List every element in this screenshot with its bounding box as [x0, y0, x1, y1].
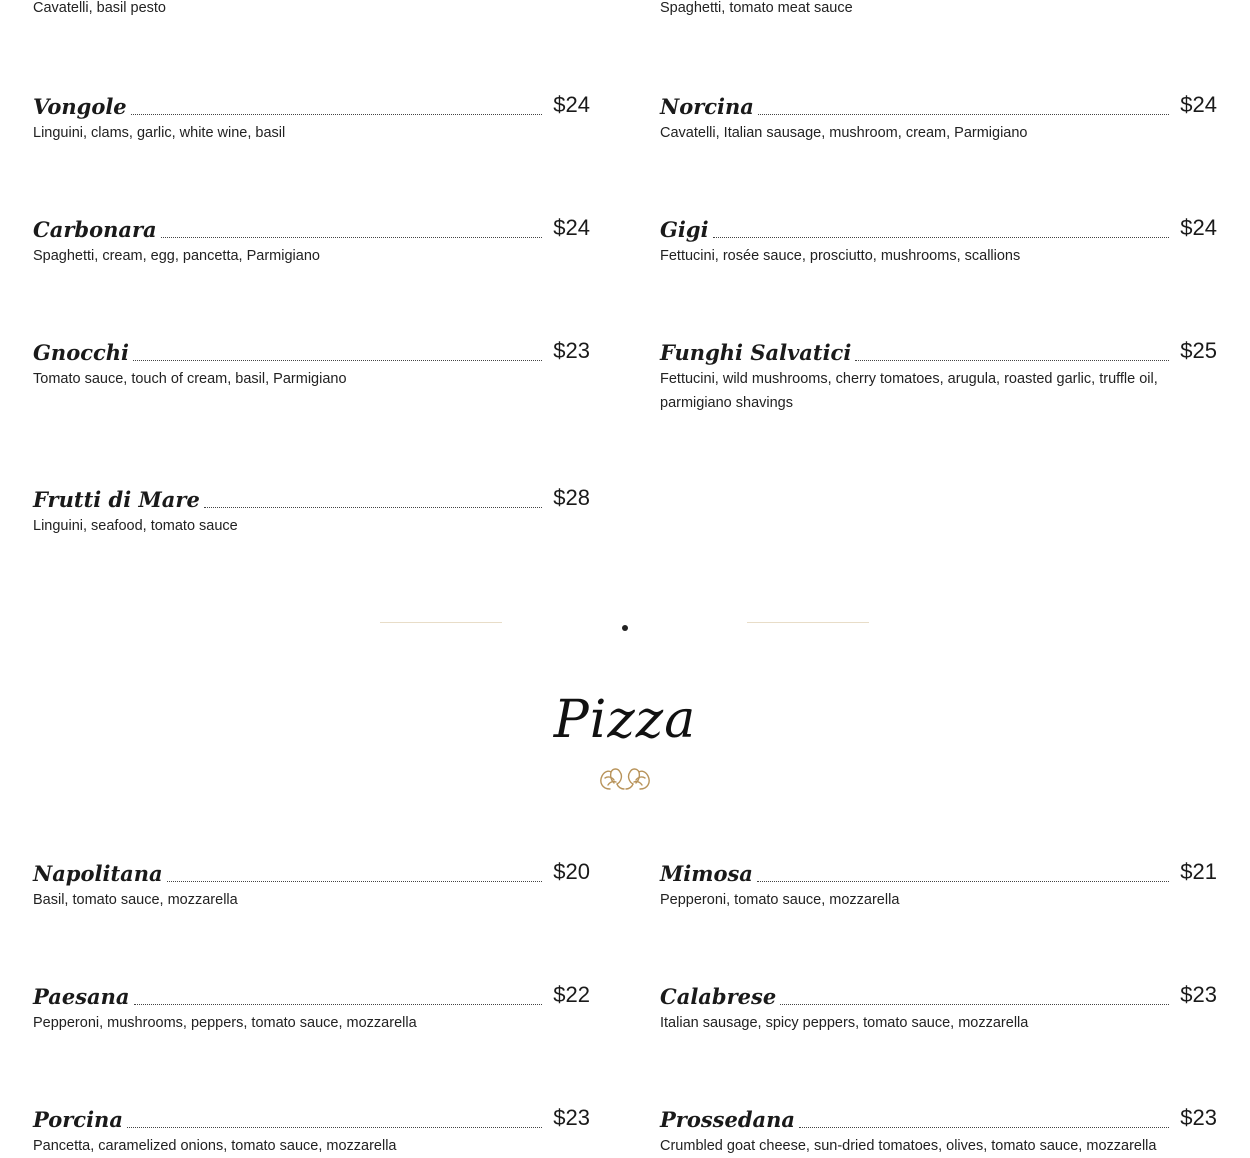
menu-item-description: Crumbled goat cheese, sun-dried tomatoes, olives, tomato sauce, mozzarella — [660, 1138, 1157, 1154]
menu-item-description: Pancetta, caramelized onions, tomato sauce, mozzarella — [33, 1138, 397, 1154]
menu-item-name: Porcina — [33, 1107, 123, 1132]
menu-item-price: $23 — [1180, 982, 1217, 1007]
menu-item-price: $20 — [553, 859, 590, 884]
menu-item-description: Pepperoni, mushrooms, peppers, tomato sauce, mozzarella — [33, 1015, 417, 1031]
dotted-leader — [134, 1004, 543, 1005]
menu-item-description: Spaghetti, cream, egg, pancetta, Parmigiano — [33, 248, 320, 264]
dotted-leader — [167, 881, 543, 882]
menu-item-vongole — [33, 86, 590, 145]
menu-item-prossedana — [660, 1099, 1217, 1158]
dotted-leader — [127, 1127, 542, 1128]
section-title-pizza: Pizza — [553, 690, 697, 750]
menu-item-description: Cavatelli, basil pesto — [33, 0, 166, 16]
menu-item-price: $24 — [1180, 92, 1217, 117]
divider-line-left — [380, 622, 502, 623]
divider-line-right — [747, 622, 869, 623]
menu-item-description: Spaghetti, tomato meat sauce — [660, 0, 853, 16]
menu-item-price: $24 — [1180, 215, 1217, 240]
menu-item-calabrese — [660, 976, 1217, 1035]
dotted-leader — [780, 1004, 1169, 1005]
menu-item-price: $28 — [553, 485, 590, 510]
dotted-leader — [161, 237, 543, 238]
menu-item-name: Paesana — [33, 984, 130, 1009]
menu-item-frutti-di-mare — [33, 479, 590, 538]
menu-item-description: Tomato sauce, touch of cream, basil, Parmigiano — [33, 371, 347, 387]
menu-item-gnocchi — [33, 332, 590, 391]
flower-ornament-icon — [596, 764, 654, 794]
dotted-leader — [799, 1127, 1169, 1128]
menu-item-price: $25 — [1180, 338, 1217, 363]
menu-item-price: $23 — [1180, 1105, 1217, 1130]
menu-item-name: Funghi Salvatici — [660, 340, 852, 365]
menu-item-price: $21 — [1180, 859, 1217, 884]
dotted-leader — [855, 360, 1169, 361]
menu-item-name: Prossedana — [660, 1107, 796, 1132]
menu-item-name: Gnocchi — [33, 340, 130, 365]
menu-item-funghi-salvatici — [660, 332, 1217, 415]
divider-dot — [622, 625, 628, 631]
menu-item-description: Cavatelli, Italian sausage, mushroom, cream, Parmigiano — [660, 125, 1028, 141]
menu-item-name: Carbonara — [33, 217, 157, 242]
menu-item-description: Fettucini, wild mushrooms, cherry tomatoes, arugula, roasted garlic, truffle oil, parmigiano shavings — [660, 371, 1158, 411]
dotted-leader — [713, 237, 1170, 238]
menu-item-price: $24 — [553, 215, 590, 240]
menu-item-gigi — [660, 209, 1217, 268]
menu-item-name: Mimosa — [660, 861, 753, 886]
menu-item-description: Pepperoni, tomato sauce, mozzarella — [660, 892, 900, 908]
menu-item-norcina — [660, 86, 1217, 145]
menu-item-name: Napolitana — [33, 861, 163, 886]
dotted-leader — [133, 360, 542, 361]
menu-item-napolitana — [33, 853, 590, 912]
menu-item-porcina — [33, 1099, 590, 1158]
menu-item-name: Norcina — [660, 94, 754, 119]
menu-item-name: Vongole — [33, 94, 127, 119]
menu-item-mimosa — [660, 853, 1217, 912]
dotted-leader — [131, 114, 543, 115]
menu-item-price: $24 — [553, 92, 590, 117]
menu-item-paesana — [33, 976, 590, 1035]
menu-item-price: $23 — [553, 338, 590, 363]
dotted-leader — [758, 114, 1169, 115]
menu-item-name: Calabrese — [660, 984, 777, 1009]
menu-item-price: $23 — [553, 1105, 590, 1130]
menu-item-description: Linguini, clams, garlic, white wine, basil — [33, 125, 286, 141]
menu-item-description: Fettucini, rosée sauce, prosciutto, mushrooms, scallions — [660, 248, 1021, 264]
menu-item-name: Gigi — [660, 217, 709, 242]
menu-item-description: Linguini, seafood, tomato sauce — [33, 518, 238, 534]
dotted-leader — [204, 507, 542, 508]
menu-item-price: $22 — [553, 982, 590, 1007]
dotted-leader — [757, 881, 1169, 882]
menu-item-description: Basil, tomato sauce, mozzarella — [33, 892, 238, 908]
menu-item-description: Italian sausage, spicy peppers, tomato sauce, mozzarella — [660, 1015, 1029, 1031]
menu-item-name: Frutti di Mare — [33, 487, 200, 512]
menu-item-carbonara — [33, 209, 590, 268]
